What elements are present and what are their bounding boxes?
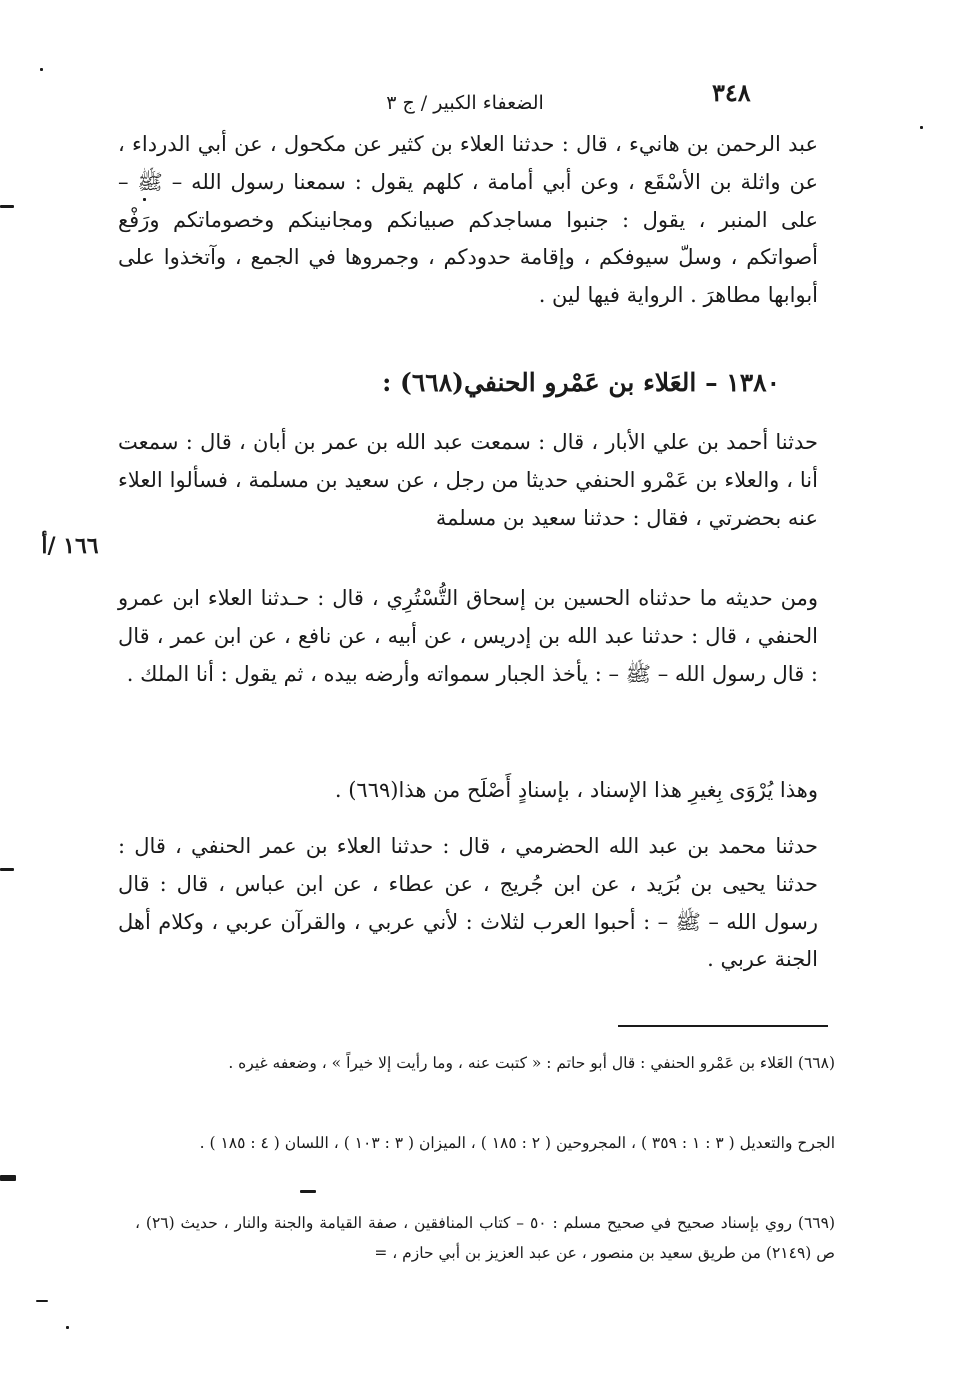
running-head: الضعفاء الكبير / ج ٣ xyxy=(386,92,544,114)
scan-mark xyxy=(66,1326,69,1329)
page-number: ٣٤٨ xyxy=(712,78,751,107)
footnote-668-sources: الجرح والتعديل ( ٣ : ١ : ٣٥٩ ) ، المجروحين ( ٢ : ١٨٥ ) ، الميزان ( ٣ : ١٠٣ ) ، اللسان ( ٤ : ١٨٥ ) . xyxy=(199,1134,835,1152)
scan-mark xyxy=(143,198,146,201)
scan-mark xyxy=(920,126,923,129)
paragraph-2: حدثنا أحمد بن علي الأبار ، قال : سمعت عبد الله بن عمر بن أبان ، قال : سمعت أنا ، والعلاء بن عَمْرو الحنفي حديثا من رجل ، عن سعيد بن مسلمة ، فسألوا العلاء عنه بحضرتي ، فقال : حدثنا سعيد بن مسلمة xyxy=(118,430,818,530)
scan-mark xyxy=(300,1190,316,1193)
scan-mark xyxy=(0,205,14,208)
scan-mark xyxy=(0,868,14,871)
paragraph-5: حدثنا محمد بن عبد الله الحضرمي ، قال : حدثنا العلاء بن عمر الحنفي ، قال : حدثنا يحيى بن بُرَيد ، عن ابن جُريج ، عن عطاء ، عن ابن عباس ، قال : قال رسول الله – ﷺ – : أحبوا العرب لثلاث : لأني عربي ، والقرآن عربي ، وكلام أهل الجنة عربي . xyxy=(118,834,818,972)
footnote-668: (٦٦٨) العَلاء بن عَمْرو الحنفي : قال أبو حاتم : « كتبت عنه ، وما رأيت إلا خيراً » ، وضعفه غيره . xyxy=(228,1054,835,1072)
scan-mark xyxy=(36,1300,48,1302)
scan-mark xyxy=(40,68,43,71)
paragraph-3: ومن حديثه ما حدثناه الحسين بن إسحاق التُّسْتُرِي ، قال : حـدثنا العلاء ابن عمرو الحنفي ، قال : حدثنا عبد الله بن إدريس ، عن أبيه ، عن نافع ، عن ابن عمر ، قال : قال رسول الله – ﷺ – : يأخذ الجبار سمواته وأرضه بيده ، ثم يقول : أنا الملك . xyxy=(118,586,818,686)
paragraph-1: عبد الرحمن بن هانيء ، قال : حدثنا العلاء بن كثير عن مكحول ، عن أبي الدرداء ، عن واثلة بن الأسْقَع ، وعن أبي أمامة ، كلهم يقول : سمعنا رسول الله – ﷺ – على المنبر ، يقول : جنبوا مساجدكم صبيانكم ومجانينكم وخصوماتكم ورَفْع أصواتكم ، وسلّ سيوفكم ، وإقامة حدودكم ، وجمروها في الجمع ، وآتخذوا على أبوابها مطاهرَ . الرواية فيها لين . xyxy=(118,132,818,308)
entry-heading: ١٣٨٠ – العَلاء بن عَمْرو الحنفي(٦٦٨) : xyxy=(382,368,780,397)
footnote-669: (٦٦٩) روي بإسناد صحيح في صحيح مسلم : ٥٠ – كتاب المنافقين ، صفة القيامة والجنة والنار ، حديث (٢٦) ، ص (٢١٤٩) من طريق سعيد بن منصور ، عن عبد العزيز بن أبي حازم ، = xyxy=(135,1214,835,1262)
paragraph-4: وهذا يُرْوَى بِغيرِ هذا الإسناد ، بإسنادٍ أَصْلَح من هذا(٦٦٩) . xyxy=(334,778,818,802)
footnote-separator xyxy=(618,1025,828,1027)
scan-mark xyxy=(0,1175,16,1181)
margin-folio-note: ١٦٦ /أ xyxy=(41,533,99,559)
